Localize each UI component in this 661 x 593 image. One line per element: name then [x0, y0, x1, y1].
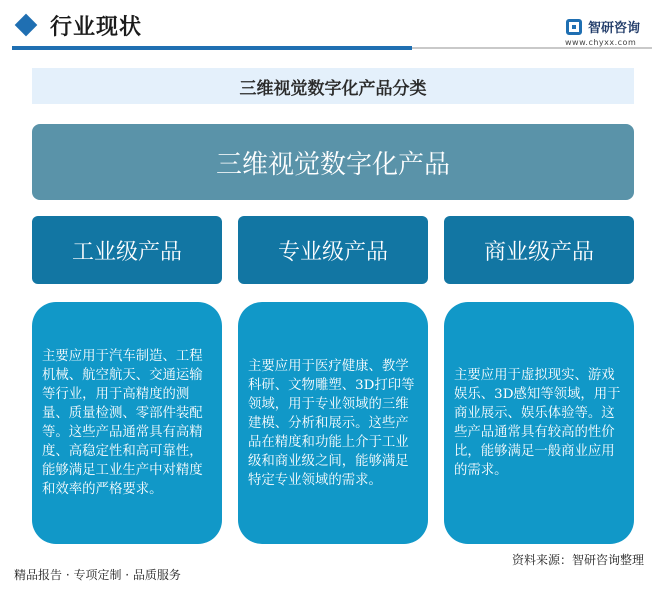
root-node: 三维视觉数字化产品 [32, 124, 634, 200]
category-commercial: 商业级产品 [444, 216, 634, 284]
description-commercial-text: 主要应用于虚拟现实、游戏娱乐、3D感知等领域，用于商业展示、娱乐体验等。这些产品通常具有较高的性价比，能够满足一般商业应用的需求。 [454, 368, 621, 478]
header-underline [12, 46, 412, 50]
brand-logo-icon [566, 19, 582, 35]
description-industrial [32, 302, 222, 544]
description-commercial [444, 302, 634, 544]
footer-source: 资料来源：智研咨询整理 [512, 553, 645, 567]
section-title: 三维视觉数字化产品分类 [32, 68, 634, 104]
footer-tagline: 精品报告 · 专项定制 · 品质服务 [14, 568, 181, 582]
page-title: 行业现状 [50, 15, 143, 40]
description-professional-text: 主要应用于医疗健康、教学科研、文物雕塑、3D打印等领域，用于专业领域的三维建模、分析和展示。这些产品在精度和功能上介于工业级和商业级之间，能够满足特定专业领域的需求。 [248, 358, 415, 488]
brand-url: www.chyxx.com [565, 38, 637, 47]
category-industrial: 工业级产品 [32, 216, 222, 284]
description-industrial-text: 主要应用于汽车制造、工程机械、航空航天、交通运输等行业，用于高精度的测量、质量检测、零部件装配等。这些产品通常具有高精度、高稳定性和高可靠性，能够满足工业生产中对精度和效率的严格要求。 [42, 349, 203, 497]
brand-name: 智研咨询 [588, 21, 641, 36]
header-divider [412, 47, 652, 49]
header-diamond-icon [15, 14, 38, 37]
category-professional: 专业级产品 [238, 216, 428, 284]
description-professional [238, 302, 428, 544]
